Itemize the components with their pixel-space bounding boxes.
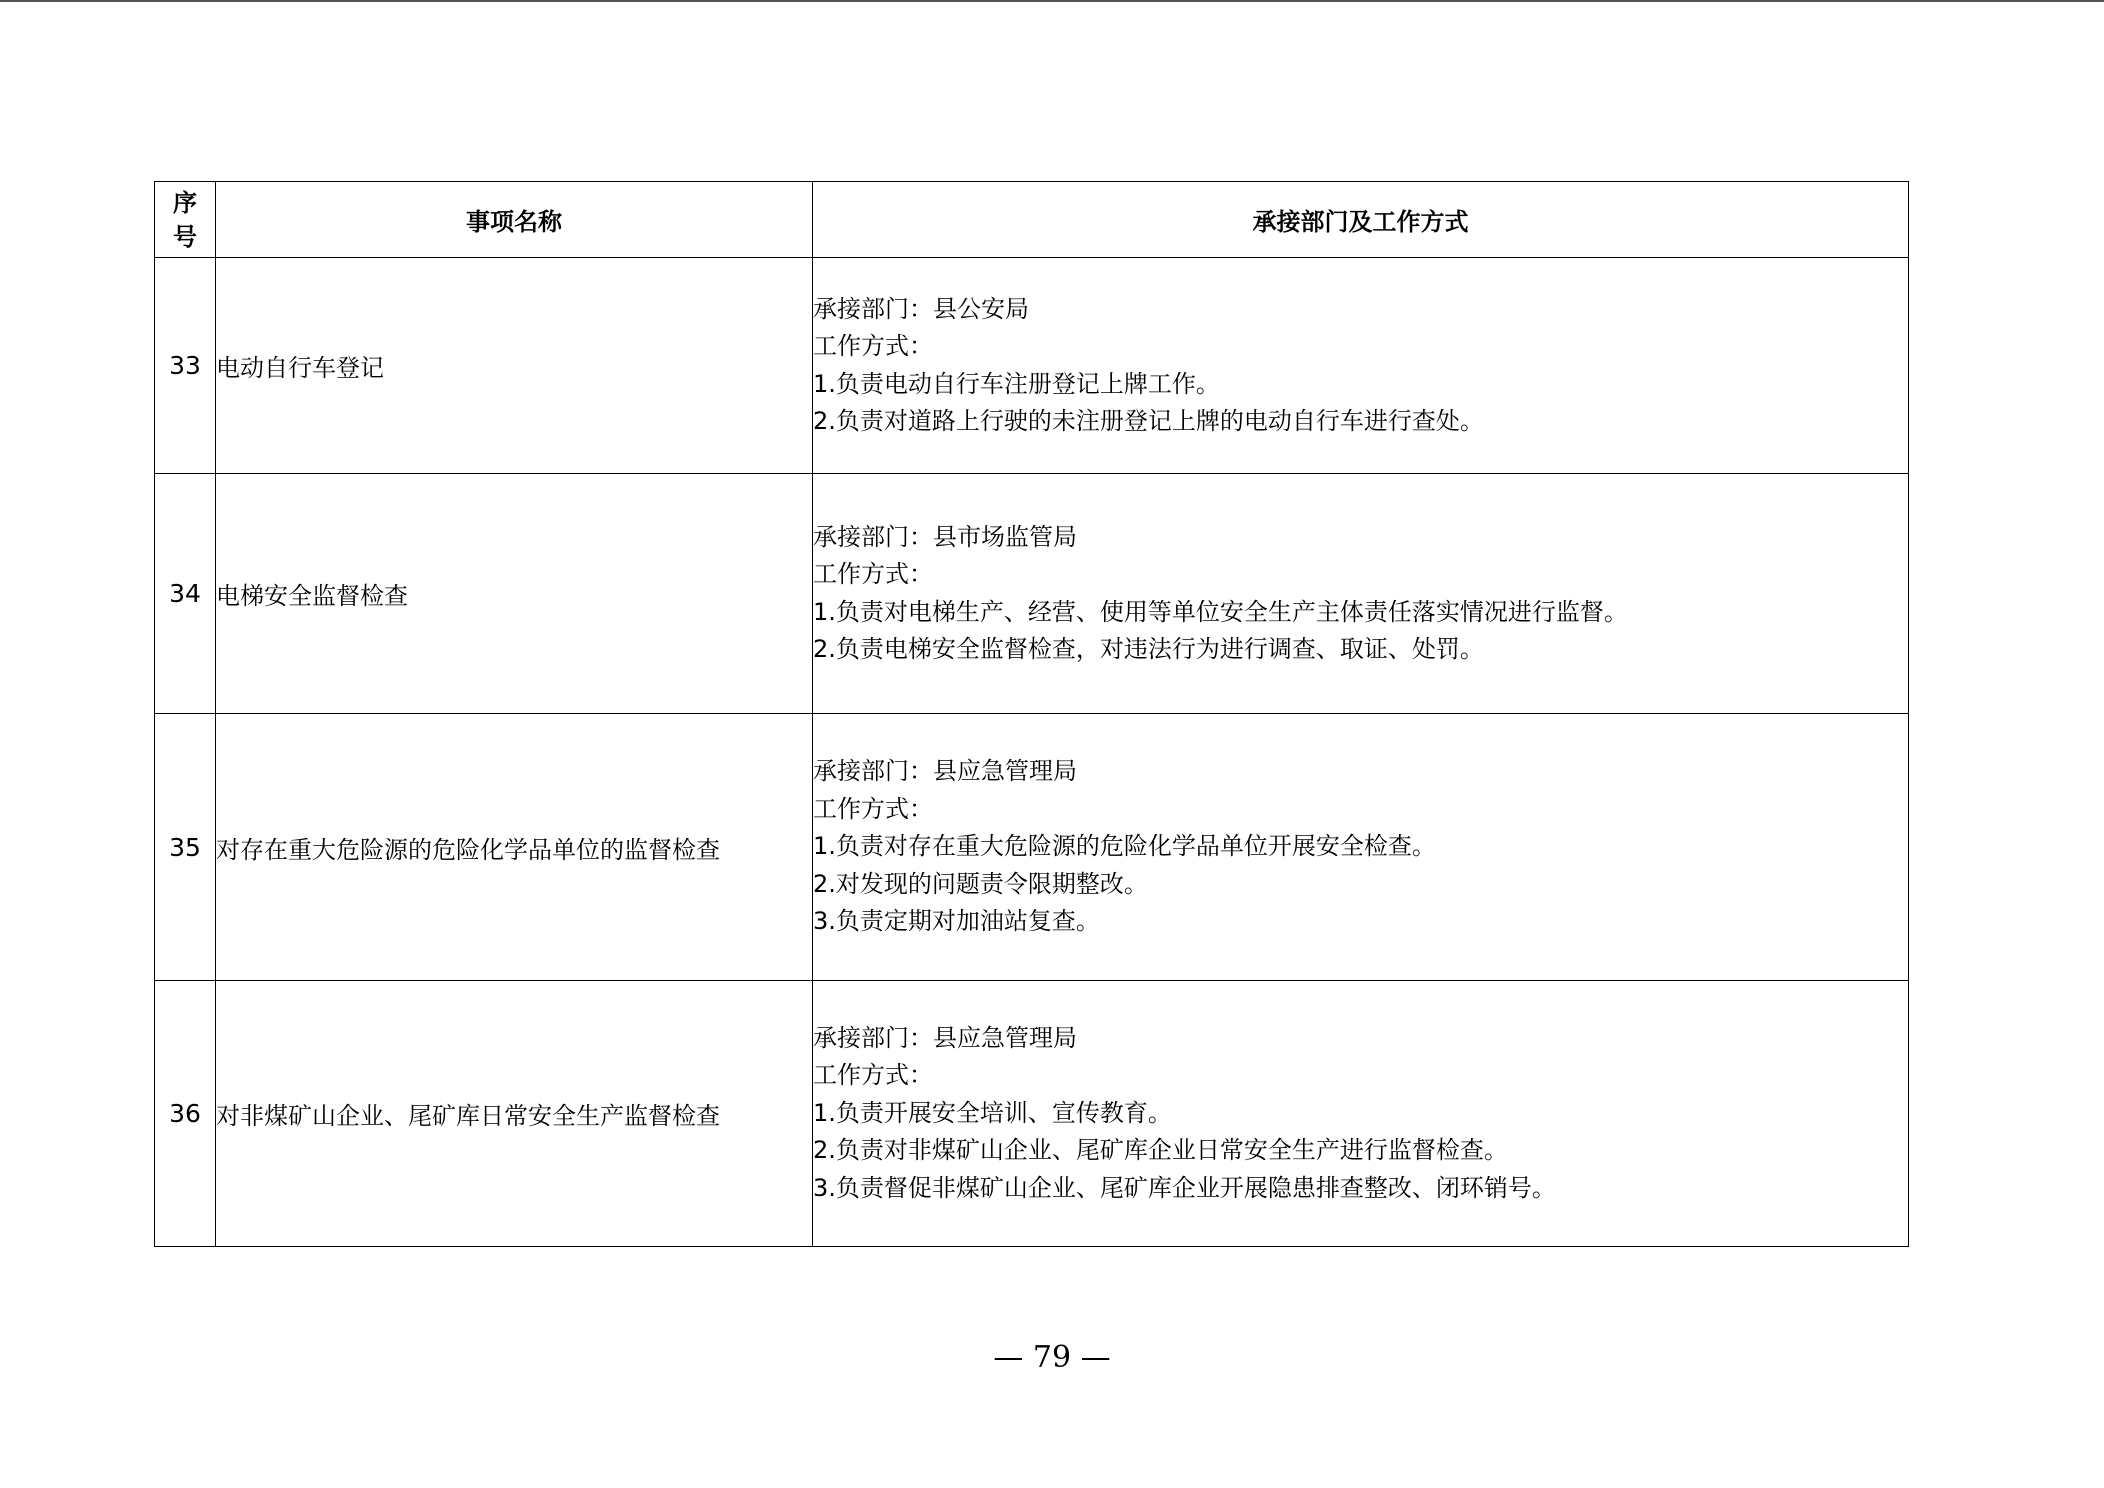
row-seq: 35	[155, 714, 216, 981]
header-seq-char-1: 序	[173, 188, 197, 217]
header-seq-char-2: 号	[173, 222, 197, 251]
header-detail: 承接部门及工作方式	[813, 182, 1909, 258]
row-detail	[813, 714, 1909, 981]
detail-line: 工作方式：	[813, 1061, 933, 1090]
row-seq: 36	[155, 981, 216, 1247]
header-name: 事项名称	[216, 182, 813, 258]
table-row	[155, 258, 1909, 474]
detail-line: 工作方式：	[813, 794, 933, 823]
row-detail	[813, 258, 1909, 474]
row-matter-name: 电动自行车登记	[216, 258, 813, 474]
detail-line: 承接部门：县应急管理局	[813, 1023, 1077, 1052]
detail-line: 1.负责对存在重大危险源的危险化学品单位开展安全检查。	[813, 832, 1436, 861]
detail-line: 1.负责对电梯生产、经营、使用等单位安全生产主体责任落实情况进行监督。	[813, 597, 1628, 626]
detail-line: 2.负责对道路上行驶的未注册登记上牌的电动自行车进行查处。	[813, 407, 1484, 435]
detail-line: 承接部门：县应急管理局	[813, 757, 1077, 786]
detail-line: 3.负责定期对加油站复查。	[813, 907, 1100, 936]
table-row	[155, 474, 1909, 714]
row-detail	[813, 981, 1909, 1247]
row-detail	[813, 474, 1909, 714]
detail-line: 1.负责开展安全培训、宣传教育。	[813, 1098, 1172, 1127]
detail-line: 工作方式：	[813, 332, 933, 360]
top-border-line	[0, 0, 2104, 2]
table-row	[155, 714, 1909, 981]
header-seq	[155, 182, 216, 258]
row-seq: 34	[155, 474, 216, 714]
row-matter-name: 电梯安全监督检查	[216, 474, 813, 714]
detail-line: 2.负责电梯安全监督检查，对违法行为进行调查、取证、处罚。	[813, 635, 1484, 663]
row-matter-name: 对非煤矿山企业、尾矿库日常安全生产监督检查	[216, 981, 813, 1247]
detail-line: 工作方式：	[813, 560, 933, 588]
row-matter-name: 对存在重大危险源的危险化学品单位的监督检查	[216, 714, 813, 981]
detail-line: 承接部门：县公安局	[813, 294, 1029, 323]
detail-line: 1.负责电动自行车注册登记上牌工作。	[813, 369, 1220, 398]
row-seq: 33	[155, 258, 216, 474]
page-number: — 79 —	[993, 1340, 1111, 1375]
table-row	[155, 981, 1909, 1247]
detail-line: 承接部门：县市场监管局	[813, 522, 1077, 551]
detail-line: 3.负责督促非煤矿山企业、尾矿库企业开展隐患排查整改、闭环销号。	[813, 1173, 1556, 1202]
detail-line: 2.对发现的问题责令限期整改。	[813, 869, 1148, 898]
table-header-row	[155, 182, 1909, 258]
matters-table	[154, 181, 1909, 1247]
detail-line: 2.负责对非煤矿山企业、尾矿库企业日常安全生产进行监督检查。	[813, 1136, 1508, 1165]
